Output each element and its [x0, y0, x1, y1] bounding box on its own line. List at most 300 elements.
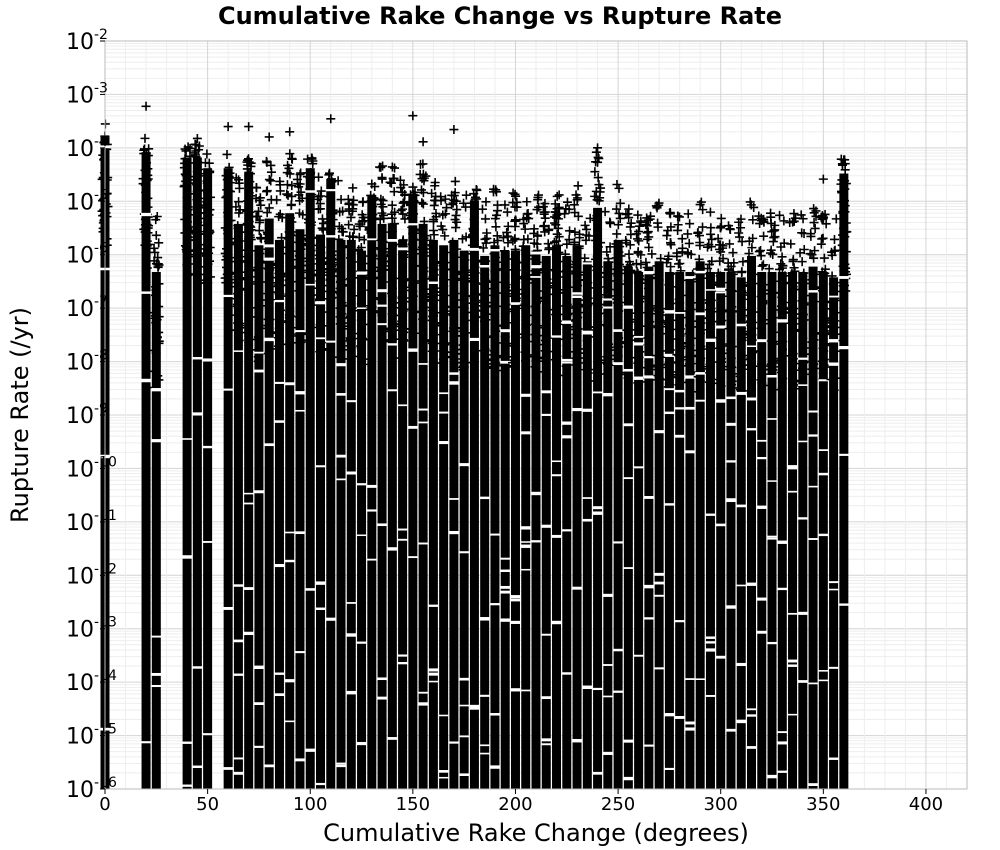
marker-column-gap	[541, 696, 551, 699]
marker-column-gap	[644, 617, 654, 619]
marker-column-gap	[818, 473, 828, 476]
marker-column-gap	[829, 296, 839, 298]
marker-column-gap	[233, 757, 243, 759]
marker-column-gap	[747, 398, 757, 401]
marker-column-gap	[367, 485, 377, 488]
marker-column-gap	[685, 375, 695, 378]
marker-column-gap	[562, 362, 572, 364]
marker-column-gap	[695, 312, 705, 315]
marker-column-gap	[316, 608, 326, 610]
marker-column-gap	[182, 742, 192, 744]
marker-column-gap	[274, 420, 284, 423]
marker-column-gap	[408, 348, 418, 351]
marker-column-gap	[541, 414, 551, 416]
y-tick-exponent: -9	[94, 401, 108, 417]
marker-column-gap	[244, 587, 254, 590]
marker-column-gap	[285, 560, 295, 562]
marker-column-gap	[767, 538, 777, 540]
marker-column-gap	[552, 460, 562, 462]
marker-column-gap	[264, 244, 274, 247]
marker-column-gap	[664, 310, 674, 313]
marker-column-gap	[767, 375, 777, 378]
marker-column-gap	[767, 642, 777, 644]
marker-column-gap	[582, 686, 592, 689]
marker-column-gap	[500, 618, 510, 621]
marker-column-gap	[254, 666, 264, 669]
marker-column-gap	[777, 541, 787, 544]
marker-column-gap	[223, 389, 233, 391]
marker-column-core	[275, 240, 284, 789]
marker-column-gap	[500, 586, 510, 589]
marker-column-gap	[428, 282, 438, 284]
marker-column-gap	[398, 539, 408, 541]
marker-column-gap	[788, 714, 798, 716]
marker-column-gap	[747, 583, 757, 586]
y-tick-base: 10	[66, 136, 94, 162]
marker-column-gap	[716, 524, 726, 527]
marker-column-gap	[582, 497, 592, 499]
marker-column-core	[480, 256, 489, 789]
marker-column-gap	[531, 540, 541, 542]
marker-column-gap	[387, 737, 397, 740]
marker-column-core	[737, 277, 746, 789]
marker-column-gap	[459, 705, 469, 707]
marker-column-gap	[223, 607, 233, 610]
marker-column-gap	[593, 772, 603, 775]
marker-column-core	[798, 272, 807, 789]
marker-column-gap	[439, 715, 449, 717]
marker-column-gap	[552, 335, 562, 337]
marker-column-gap	[593, 688, 603, 690]
marker-column-core	[829, 277, 838, 789]
x-axis-label: Cumulative Rake Change (degrees)	[323, 819, 749, 847]
marker-column-core	[285, 213, 294, 789]
marker-column-gap	[777, 741, 787, 744]
marker-column-gap	[521, 690, 531, 692]
marker-column-gap	[808, 290, 818, 292]
marker-column-gap	[788, 613, 798, 615]
y-tick-exponent: -10	[94, 454, 117, 471]
y-tick-base: 10	[66, 778, 94, 803]
marker-column-gap	[305, 749, 315, 752]
marker-column-gap	[408, 223, 418, 225]
marker-column-gap	[747, 345, 757, 347]
marker-column-gap	[326, 341, 336, 343]
y-tick-exponent: -13	[94, 614, 117, 631]
marker-column-gap	[798, 384, 808, 386]
marker-column-gap	[818, 534, 828, 536]
marker-column-gap	[623, 567, 633, 569]
marker-column-gap	[480, 497, 490, 499]
marker-column-gap	[295, 651, 305, 653]
marker-column-gap	[716, 656, 726, 659]
marker-column-gap	[182, 438, 192, 440]
marker-column-gap	[675, 390, 685, 392]
marker-column-gap	[264, 764, 274, 767]
marker-column-gap	[418, 409, 428, 411]
marker-column-gap	[777, 771, 787, 773]
marker-column-core	[624, 267, 633, 789]
marker-column-gap	[562, 359, 572, 361]
y-tick-exponent: -2	[94, 27, 108, 43]
marker-column-gap	[747, 714, 757, 716]
marker-column-gap	[654, 595, 664, 597]
x-tick-label: 300	[703, 794, 738, 815]
marker-column-gap	[244, 632, 254, 635]
marker-column-gap	[346, 691, 356, 694]
y-tick-exponent: -4	[94, 133, 108, 150]
marker-column-gap	[357, 642, 367, 644]
marker-column-gap	[141, 213, 151, 216]
marker-column-gap	[798, 358, 808, 360]
y-tick-base: 10	[66, 671, 94, 697]
marker-column-gap	[192, 357, 202, 359]
y-tick-base: 10	[66, 243, 94, 269]
marker-column-gap	[336, 479, 346, 481]
x-tick-label: 100	[293, 794, 328, 815]
marker-column-gap	[480, 617, 490, 619]
y-tick-base: 10	[66, 724, 94, 750]
marker-column-gap	[695, 678, 705, 680]
marker-column-gap	[398, 662, 408, 664]
marker-column-gap	[480, 695, 490, 697]
marker-column-gap	[459, 551, 469, 553]
marker-column-gap	[336, 455, 346, 458]
marker-column-gap	[603, 696, 613, 698]
marker-column-gap	[788, 491, 798, 493]
marker-column-gap	[736, 392, 746, 395]
marker-column-gap	[572, 296, 582, 298]
marker-column-gap	[562, 529, 572, 531]
y-tick-base: 10	[66, 564, 94, 590]
marker-column-gap	[274, 673, 284, 675]
marker-column-gap	[141, 379, 151, 382]
marker-column-gap	[418, 363, 428, 365]
marker-column-gap	[264, 258, 274, 261]
y-tick-exponent: -16	[94, 775, 117, 791]
marker-column-gap	[613, 329, 623, 332]
marker-column-gap	[705, 648, 715, 651]
marker-column-gap	[664, 503, 674, 505]
marker-column-gap	[777, 588, 787, 590]
marker-column-gap	[387, 389, 397, 391]
marker-column-gap	[203, 541, 213, 543]
marker-column-gap	[572, 292, 582, 294]
marker-column-gap	[582, 333, 592, 335]
marker-column-gap	[510, 621, 520, 624]
marker-column-core	[532, 251, 541, 789]
marker-column-gap	[151, 388, 161, 391]
marker-column-gap	[449, 531, 459, 534]
marker-column-gap	[562, 320, 572, 323]
marker-column-gap	[398, 654, 408, 656]
marker-column-gap	[459, 735, 469, 737]
marker-column-gap	[705, 636, 715, 638]
marker-column-gap	[788, 664, 798, 666]
marker-column-gap	[582, 262, 592, 264]
marker-column-gap	[798, 517, 808, 519]
marker-column-gap	[541, 738, 551, 741]
marker-column-core	[768, 272, 777, 789]
marker-column-gap	[192, 412, 202, 415]
marker-column-gap	[428, 668, 438, 671]
marker-column-gap	[839, 603, 849, 605]
marker-column-gap	[500, 558, 510, 560]
marker-column-gap	[480, 753, 490, 755]
marker-column-gap	[685, 727, 695, 730]
marker-column-gap	[603, 594, 613, 597]
marker-column-gap	[695, 271, 705, 274]
marker-column-gap	[644, 271, 654, 274]
marker-column-gap	[490, 713, 500, 716]
marker-column-gap	[552, 474, 562, 476]
marker-column-gap	[510, 599, 520, 601]
marker-column-gap	[233, 640, 243, 643]
marker-column-core	[295, 229, 304, 789]
marker-column-gap	[736, 720, 746, 723]
marker-column-gap	[192, 766, 202, 768]
marker-column-gap	[326, 189, 336, 191]
y-tick-exponent: -8	[94, 347, 108, 364]
y-tick-base: 10	[66, 30, 94, 55]
marker-column-gap	[613, 362, 623, 365]
marker-column-gap	[644, 585, 654, 588]
marker-column-gap	[839, 276, 849, 279]
marker-column-core	[357, 251, 366, 789]
y-axis-label: Rupture Rate (/yr)	[6, 307, 34, 523]
x-tick-label: 250	[600, 794, 636, 815]
marker-column-gap	[357, 535, 367, 537]
marker-column-gap	[757, 457, 767, 459]
marker-column-gap	[264, 443, 274, 446]
marker-column-gap	[459, 463, 469, 466]
marker-column-gap	[428, 681, 438, 683]
marker-column-gap	[151, 673, 161, 676]
marker-column-gap	[623, 477, 633, 479]
marker-column-gap	[428, 605, 438, 607]
y-tick-exponent: -3	[94, 80, 108, 97]
marker-column-gap	[623, 369, 633, 372]
marker-column-gap	[747, 746, 757, 749]
marker-column-gap	[500, 329, 510, 332]
marker-column-gap	[685, 678, 695, 680]
marker-column-gap	[757, 506, 767, 509]
marker-column-gap	[541, 525, 551, 528]
marker-column-gap	[151, 636, 161, 638]
marker-column-gap	[316, 581, 326, 584]
marker-column-gap	[818, 680, 828, 682]
marker-column-gap	[582, 409, 592, 412]
marker-column-gap	[367, 509, 377, 511]
marker-column-gap	[285, 382, 295, 385]
marker-column-gap	[654, 582, 664, 585]
marker-column-gap	[151, 439, 161, 442]
marker-column-gap	[244, 493, 254, 495]
marker-column-gap	[469, 338, 479, 341]
marker-column-gap	[439, 777, 449, 779]
marker-column-gap	[295, 531, 305, 534]
marker-column-gap	[285, 721, 295, 723]
marker-column-gap	[531, 252, 541, 255]
marker-column-core	[367, 195, 376, 789]
marker-column-gap	[603, 393, 613, 396]
marker-column-gap	[808, 783, 818, 786]
marker-column-gap	[531, 492, 541, 495]
marker-column-gap	[798, 441, 808, 443]
marker-column-gap	[387, 547, 397, 550]
y-tick-base: 10	[66, 617, 94, 643]
marker-column-gap	[726, 423, 736, 426]
marker-column-gap	[233, 674, 243, 676]
marker-column-gap	[233, 584, 243, 586]
marker-column-gap	[459, 773, 469, 776]
marker-column-gap	[675, 435, 685, 438]
marker-column-gap	[808, 683, 818, 685]
marker-column-gap	[798, 612, 808, 615]
marker-column-core	[696, 261, 705, 789]
marker-column-gap	[510, 595, 520, 598]
marker-column-gap	[716, 399, 726, 402]
marker-column-gap	[469, 248, 479, 251]
marker-column-gap	[788, 660, 798, 663]
marker-column-gap	[829, 581, 839, 583]
marker-column-gap	[387, 343, 397, 345]
marker-column-gap	[408, 426, 418, 429]
y-tick-base: 10	[66, 350, 94, 376]
y-tick-base: 10	[66, 404, 94, 429]
marker-column-gap	[233, 350, 243, 352]
marker-column-gap	[818, 449, 828, 451]
marker-column-gap	[736, 324, 746, 327]
marker-column-gap	[469, 705, 479, 708]
marker-column-gap	[572, 587, 582, 590]
x-tick-label: 50	[196, 794, 220, 815]
y-tick-exponent: -15	[94, 721, 117, 738]
marker-column-core	[644, 267, 653, 789]
marker-column-core	[244, 174, 253, 789]
marker-column-gap	[510, 688, 520, 691]
marker-column-gap	[367, 238, 377, 240]
marker-column-gap	[418, 702, 428, 705]
marker-column-gap	[839, 346, 849, 349]
marker-column-core	[562, 256, 571, 789]
marker-column-gap	[582, 519, 592, 522]
y-tick-base: 10	[66, 190, 94, 216]
marker-column-gap	[808, 434, 818, 436]
y-tick-exponent: -5	[94, 187, 108, 204]
marker-column-core	[234, 224, 243, 789]
marker-column-gap	[254, 352, 264, 354]
marker-column-gap	[305, 588, 315, 591]
marker-column-gap	[552, 535, 562, 538]
marker-column-gap	[182, 785, 192, 787]
marker-column-gap	[521, 569, 531, 571]
marker-column-gap	[490, 765, 500, 768]
marker-column-gap	[726, 460, 736, 462]
marker-column-gap	[716, 291, 726, 293]
marker-column-gap	[490, 603, 500, 605]
marker-column-gap	[705, 514, 715, 516]
marker-column-gap	[767, 480, 777, 482]
marker-column-gap	[664, 412, 674, 414]
marker-column-gap	[593, 392, 603, 394]
marker-column-gap	[603, 752, 613, 755]
marker-column-gap	[736, 505, 746, 508]
marker-column-gap	[439, 770, 449, 773]
marker-column-gap	[510, 302, 520, 305]
y-tick-exponent: -12	[94, 561, 117, 578]
marker-column-gap	[346, 471, 356, 474]
marker-column-gap	[192, 666, 202, 668]
marker-column-gap	[675, 620, 685, 622]
marker-column-gap	[274, 300, 284, 302]
marker-column-gap	[726, 729, 736, 732]
marker-column-gap	[757, 598, 767, 601]
marker-column-core	[316, 235, 325, 789]
marker-column-gap	[603, 664, 613, 666]
marker-column-core	[675, 272, 684, 789]
marker-column-gap	[223, 295, 233, 297]
marker-column-gap	[695, 400, 705, 402]
marker-column-gap	[521, 394, 531, 397]
marker-column-gap	[839, 454, 849, 456]
marker-column-gap	[377, 289, 387, 292]
y-tick-exponent: -14	[94, 668, 117, 685]
marker-column-gap	[254, 702, 264, 705]
marker-column-gap	[203, 446, 213, 448]
marker-column-gap	[459, 678, 469, 681]
marker-column-gap	[305, 190, 315, 192]
y-tick-exponent: -7	[94, 294, 108, 311]
marker-column-gap	[654, 573, 664, 576]
marker-column-gap	[562, 672, 572, 674]
marker-column-gap	[500, 570, 510, 572]
marker-column-gap	[346, 602, 356, 604]
marker-column-gap	[644, 745, 654, 747]
marker-column-gap	[408, 556, 418, 558]
marker-column-gap	[685, 721, 695, 724]
marker-column-gap	[664, 768, 674, 770]
marker-column-gap	[387, 239, 397, 242]
marker-column-gap	[398, 404, 408, 406]
marker-column-gap	[541, 634, 551, 636]
x-tick-label: 0	[99, 794, 111, 815]
marker-column-gap	[428, 673, 438, 676]
marker-column-gap	[521, 541, 531, 543]
marker-column-gap	[521, 526, 531, 529]
marker-column-core	[809, 267, 818, 789]
y-tick-base: 10	[66, 510, 94, 536]
marker-column-gap	[634, 342, 644, 345]
marker-column-gap	[141, 741, 151, 743]
y-tick-exponent: -11	[94, 507, 117, 524]
marker-column-gap	[808, 538, 818, 540]
marker-column-gap	[151, 685, 161, 687]
marker-column-gap	[223, 767, 233, 770]
marker-column-gap	[777, 319, 787, 322]
marker-column-gap	[675, 716, 685, 719]
marker-column-gap	[377, 523, 387, 526]
marker-column-gap	[644, 375, 654, 378]
marker-column-gap	[449, 498, 459, 500]
chart-title: Cumulative Rake Change vs Rupture Rate	[217, 2, 783, 30]
marker-column-gap	[285, 679, 295, 682]
marker-column-gap	[418, 422, 428, 424]
marker-column-gap	[439, 412, 449, 414]
marker-column-gap	[274, 693, 284, 696]
marker-column-gap	[747, 428, 757, 430]
marker-column-gap	[500, 591, 510, 594]
